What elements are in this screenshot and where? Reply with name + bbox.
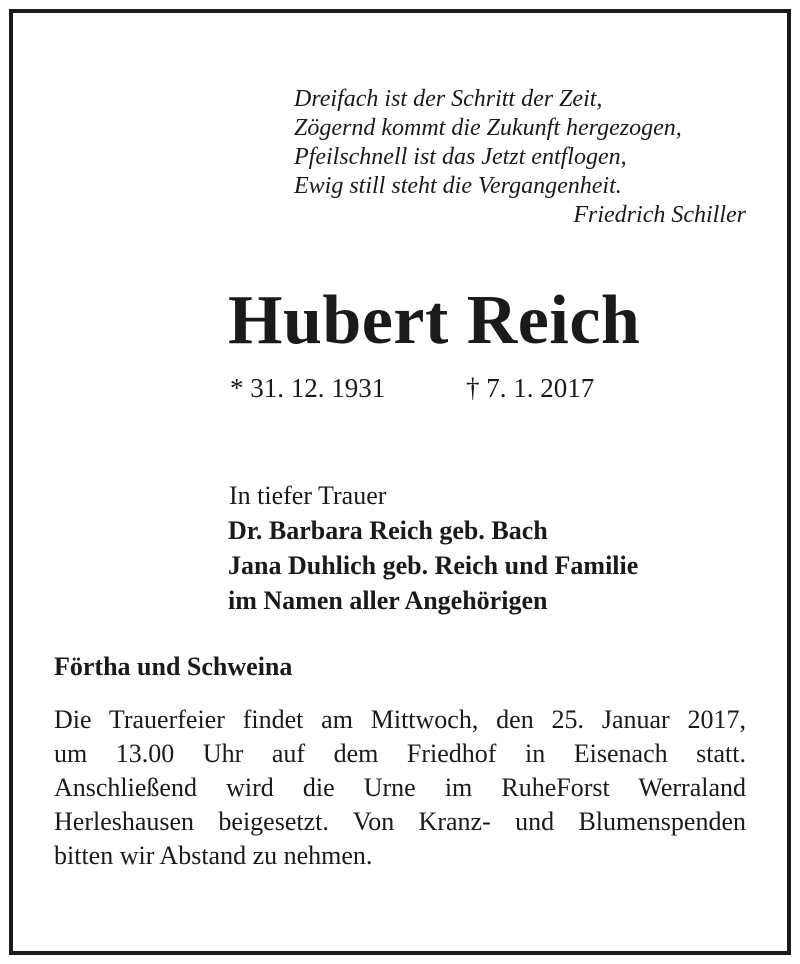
notice-line: Anschließend wird die Urne im RuheForst Werraland <box>54 773 746 802</box>
deceased-name: Hubert Reich <box>228 282 641 359</box>
birth-date: * 31. 12. 1931 <box>230 373 386 403</box>
notice-line: Herleshausen beigesetzt. Von Kranz- und Blumenspenden <box>54 807 746 836</box>
death-date: † 7. 1. 2017 <box>466 373 595 403</box>
mourning-intro: In tiefer Trauer <box>229 481 387 510</box>
funeral-notice <box>54 703 746 873</box>
mourner: Jana Duhlich geb. Reich und Familie <box>228 551 639 580</box>
poem-line: Ewig still steht die Vergangenheit. <box>294 173 622 199</box>
notice-line: Die Trauerfeier findet am Mittwoch, den 25. Januar 2017, <box>54 705 746 734</box>
poem-author: Friedrich Schiller <box>573 202 746 228</box>
poem-line: Pfeilschnell ist das Jetzt entflogen, <box>294 144 627 170</box>
poem-quote <box>294 85 746 230</box>
notice-line: um 13.00 Uhr auf dem Friedhof in Eisenach statt. <box>54 739 746 768</box>
mourner: im Namen aller Angehörigen <box>228 586 548 615</box>
poem-line: Zögernd kommt die Zukunft hergezogen, <box>294 115 682 141</box>
mourner: Dr. Barbara Reich geb. Bach <box>228 516 548 545</box>
mourners-list <box>228 513 638 618</box>
notice-line: bitten wir Abstand zu nehmen. <box>54 841 373 870</box>
poem-line: Dreifach ist der Schritt der Zeit, <box>294 86 603 112</box>
location-heading: Förtha und Schweina <box>54 652 293 681</box>
